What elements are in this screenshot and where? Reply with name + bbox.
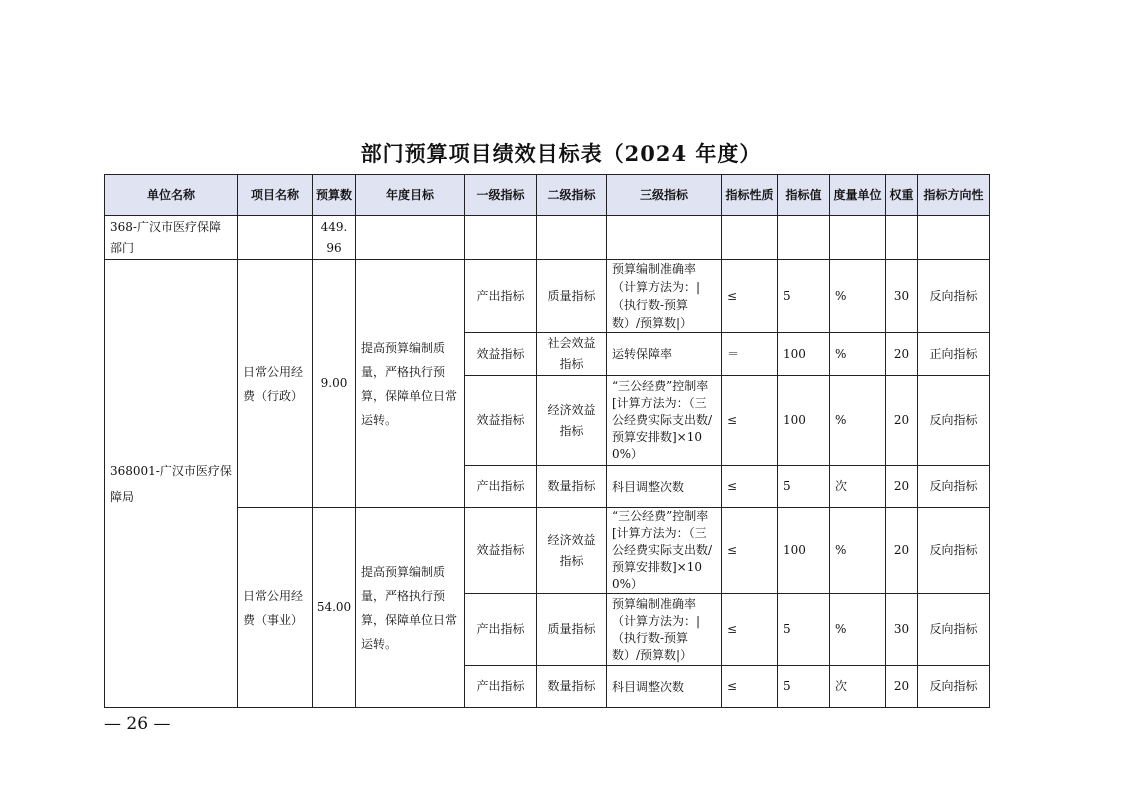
empty-cell (722, 216, 778, 260)
empty-cell (356, 216, 465, 260)
weight: 20 (886, 508, 918, 594)
indicator-nature: ≤ (722, 594, 778, 666)
project-budget: 9.00 (313, 260, 356, 508)
direction: 反向指标 (918, 260, 990, 333)
header-cell: 预算数 (313, 175, 356, 216)
header-cell: 权重 (886, 175, 918, 216)
page-title: 部门预算项目绩效目标表（2024 年度） (360, 141, 762, 166)
dept-budget: 449.96 (313, 216, 356, 260)
project-name: 日常公用经费（行政） (238, 260, 313, 508)
empty-cell (537, 216, 607, 260)
level1-indicator: 产出指标 (465, 666, 537, 708)
weight: 20 (886, 466, 918, 508)
level1-indicator: 效益指标 (465, 508, 537, 594)
level3-indicator: “三公经费”控制率[计算方法为：（三公经费实际支出数/预算安排数]×100%） (607, 376, 722, 466)
level2-indicator: 社会效益指标 (537, 333, 607, 376)
header-cell: 年度目标 (356, 175, 465, 216)
table-row (105, 260, 990, 333)
direction: 反向指标 (918, 376, 990, 466)
measure-unit: 次 (830, 666, 886, 708)
indicator-value: 100 (778, 333, 830, 376)
level3-indicator: 科目调整次数 (607, 466, 722, 508)
annual-goal: 提高预算编制质量，严格执行预算，保障单位日常运转。 (356, 508, 465, 708)
measure-unit: % (830, 508, 886, 594)
level2-indicator: 数量指标 (537, 466, 607, 508)
empty-cell (886, 216, 918, 260)
measure-unit: 次 (830, 466, 886, 508)
header-cell: 三级指标 (607, 175, 722, 216)
weight: 20 (886, 376, 918, 466)
indicator-nature: ≤ (722, 666, 778, 708)
level2-indicator: 质量指标 (537, 260, 607, 333)
indicator-nature: ≤ (722, 376, 778, 466)
unit-name: 368001-广汉市医疗保障局 (105, 260, 238, 708)
page-number: — 26 — (104, 714, 171, 734)
level2-indicator: 质量指标 (537, 594, 607, 666)
level2-indicator: 数量指标 (537, 666, 607, 708)
table-header-row (105, 175, 990, 216)
level1-indicator: 效益指标 (465, 376, 537, 466)
header-cell: 指标性质 (722, 175, 778, 216)
direction: 反向指标 (918, 508, 990, 594)
dept-total-row (105, 216, 990, 260)
level3-indicator: 运转保障率 (607, 333, 722, 376)
header-cell: 指标值 (778, 175, 830, 216)
level2-indicator: 经济效益指标 (537, 508, 607, 594)
dept-unit-name: 368-广汉市医疗保障部门 (105, 216, 238, 260)
header-cell: 指标方向性 (918, 175, 990, 216)
header-cell: 单位名称 (105, 175, 238, 216)
indicator-value: 100 (778, 376, 830, 466)
level1-indicator: 产出指标 (465, 466, 537, 508)
indicator-value: 5 (778, 260, 830, 333)
indicator-nature: ≤ (722, 260, 778, 333)
header-cell: 一级指标 (465, 175, 537, 216)
level3-indicator: 预算编制准确率（计算方法为：|（执行数-预算数）/预算数|） (607, 260, 722, 333)
indicator-value: 5 (778, 666, 830, 708)
direction: 正向指标 (918, 333, 990, 376)
empty-cell (830, 216, 886, 260)
level1-indicator: 效益指标 (465, 333, 537, 376)
level2-indicator: 经济效益指标 (537, 376, 607, 466)
direction: 反向指标 (918, 594, 990, 666)
direction: 反向指标 (918, 666, 990, 708)
empty-cell (778, 216, 830, 260)
project-budget: 54.00 (313, 508, 356, 708)
direction: 反向指标 (918, 466, 990, 508)
measure-unit: % (830, 594, 886, 666)
measure-unit: % (830, 333, 886, 376)
weight: 30 (886, 260, 918, 333)
level1-indicator: 产出指标 (465, 594, 537, 666)
indicator-value: 5 (778, 466, 830, 508)
weight: 20 (886, 333, 918, 376)
empty-cell (918, 216, 990, 260)
measure-unit: % (830, 260, 886, 333)
weight: 20 (886, 666, 918, 708)
indicator-value: 100 (778, 508, 830, 594)
indicator-nature: ≤ (722, 466, 778, 508)
empty-cell (238, 216, 313, 260)
performance-table (104, 174, 990, 708)
header-cell: 度量单位 (830, 175, 886, 216)
empty-cell (465, 216, 537, 260)
indicator-nature: ≤ (722, 508, 778, 594)
measure-unit: % (830, 376, 886, 466)
indicator-nature: ＝ (722, 333, 778, 376)
table-row (105, 508, 990, 594)
indicator-value: 5 (778, 594, 830, 666)
empty-cell (607, 216, 722, 260)
level3-indicator: 科目调整次数 (607, 666, 722, 708)
annual-goal: 提高预算编制质量，严格执行预算，保障单位日常运转。 (356, 260, 465, 508)
level3-indicator: 预算编制准确率（计算方法为：|（执行数-预算数）/预算数|） (607, 594, 722, 666)
header-cell: 二级指标 (537, 175, 607, 216)
level1-indicator: 产出指标 (465, 260, 537, 333)
level3-indicator: “三公经费”控制率[计算方法为：（三公经费实际支出数/预算安排数]×100%） (607, 508, 722, 594)
weight: 30 (886, 594, 918, 666)
header-cell: 项目名称 (238, 175, 313, 216)
project-name: 日常公用经费（事业） (238, 508, 313, 708)
